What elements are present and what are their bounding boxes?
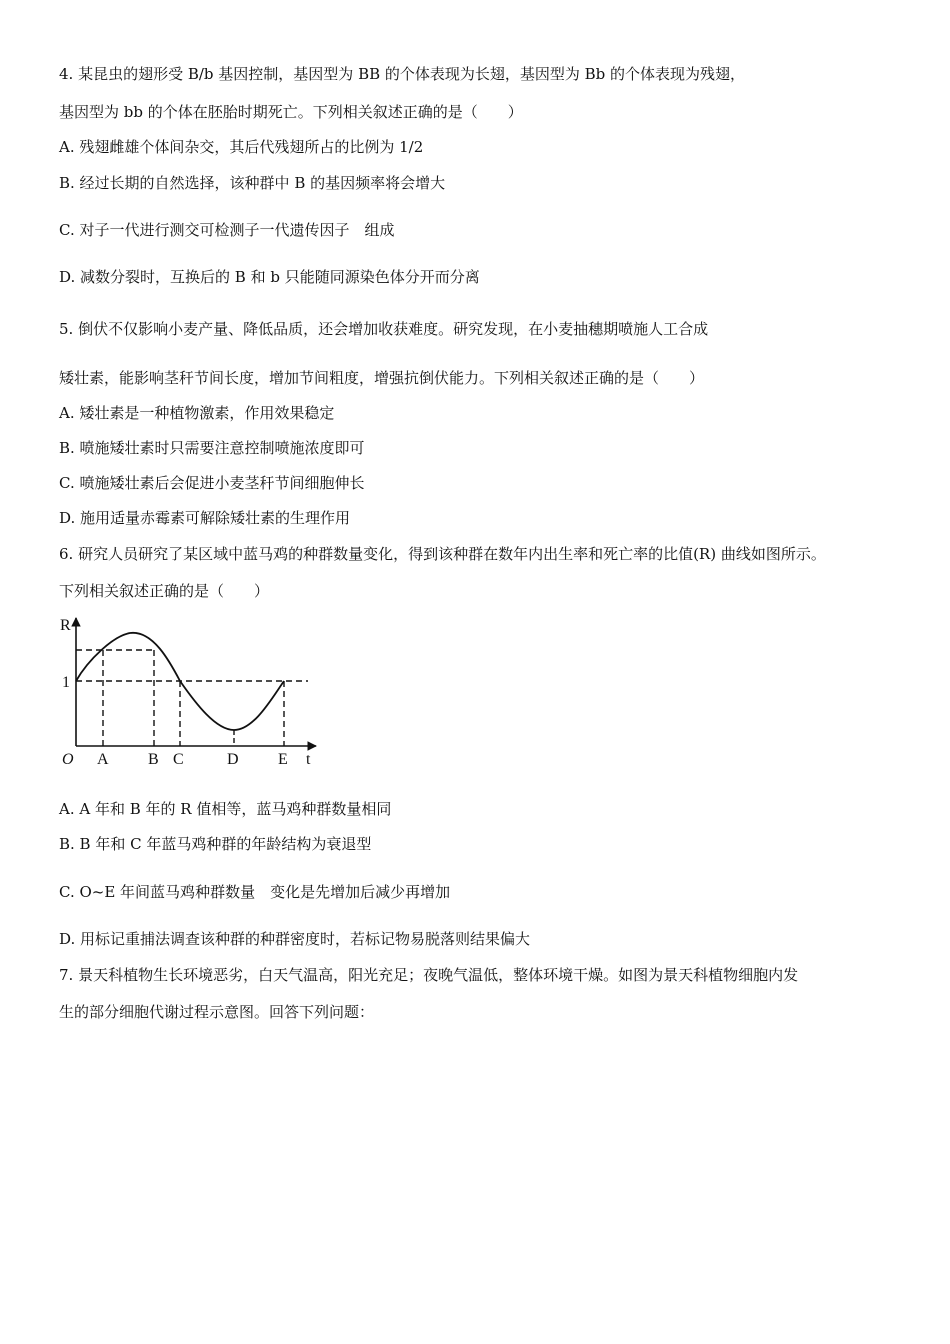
q5-option-c[interactable]: C. 喷施矮壮素后会促进小麦茎秆节间细胞伸长 — [59, 474, 365, 492]
q6-option-a[interactable]: A. A 年和 B 年的 R 值相等，蓝马鸡种群数量相同 — [59, 800, 392, 818]
q4-option-b[interactable]: B. 经过长期的自然选择，该种群中 B 的基因频率将会增大 — [59, 174, 446, 192]
q6-option-d[interactable]: D. 用标记重捕法调查该种群的种群密度时，若标记物易脱落则结果偏大 — [59, 930, 531, 948]
q6-option-b[interactable]: B. B 年和 C 年蓝马鸡种群的年龄结构为衰退型 — [59, 835, 372, 853]
q4-stem-line-1: 4. 某昆虫的翅形受 B/b 基因控制，基因型为 BB 的个体表现为长翅，基因型为 Bb 的个体表现为残翅， — [59, 65, 746, 83]
q5-stem-line-1: 5. 倒伏不仅影响小麦产量、降低品质，还会增加收获难度。研究发现，在小麦抽穗期喷施人工合成 — [59, 320, 709, 338]
r-ratio-graph — [58, 612, 320, 772]
q6-option-c[interactable]: C. O~E 年间蓝马鸡种群数量 变化是先增加后减少再增加 — [59, 883, 451, 901]
q5-option-a[interactable]: A. 矮壮素是一种植物激素，作用效果稳定 — [59, 404, 335, 422]
q6-stem-line-1: 6. 研究人员研究了某区域中蓝马鸡的种群数量变化，得到该种群在数年内出生率和死亡率的比值(R) 曲线如图所示。 — [59, 545, 826, 563]
point-label-d: D — [227, 751, 239, 768]
point-label-b: B — [148, 751, 159, 768]
q4-option-c[interactable]: C. 对子一代进行测交可检测子一代遗传因子 组成 — [59, 221, 395, 239]
point-label-e: E — [278, 751, 288, 768]
q4-stem-line-2: 基因型为 bb 的个体在胚胎时期死亡。下列相关叙述正确的是（ ） — [59, 103, 523, 121]
q7-stem-line-2: 生的部分细胞代谢过程示意图。回答下列问题： — [59, 1003, 375, 1021]
x-axis-label: t — [306, 751, 311, 768]
r-one-label: 1 — [62, 674, 70, 691]
q4-option-d[interactable]: D. 减数分裂时，互换后的 B 和 b 只能随同源染色体分开而分离 — [59, 268, 480, 286]
q5-option-d[interactable]: D. 施用适量赤霉素可解除矮壮素的生理作用 — [59, 509, 351, 527]
q7-stem-line-1: 7. 景天科植物生长环境恶劣，白天气温高，阳光充足；夜晚气温低，整体环境干燥。如图为景天科植物细胞内发 — [59, 966, 799, 984]
q5-stem-line-2: 矮壮素，能影响茎秆节间长度，增加节间粗度，增强抗倒伏能力。下列相关叙述正确的是（ ） — [59, 369, 705, 387]
q6-stem-line-2: 下列相关叙述正确的是（ ） — [59, 582, 270, 600]
point-label-c: C — [173, 751, 184, 768]
point-label-a: A — [97, 751, 109, 768]
q5-option-b[interactable]: B. 喷施矮壮素时只需要注意控制喷施浓度即可 — [59, 439, 365, 457]
y-axis-label: R — [60, 617, 71, 634]
q4-option-a[interactable]: A. 残翅雌雄个体间杂交，其后代残翅所占的比例为 1/2 — [59, 138, 424, 156]
origin-label: O — [62, 751, 74, 768]
